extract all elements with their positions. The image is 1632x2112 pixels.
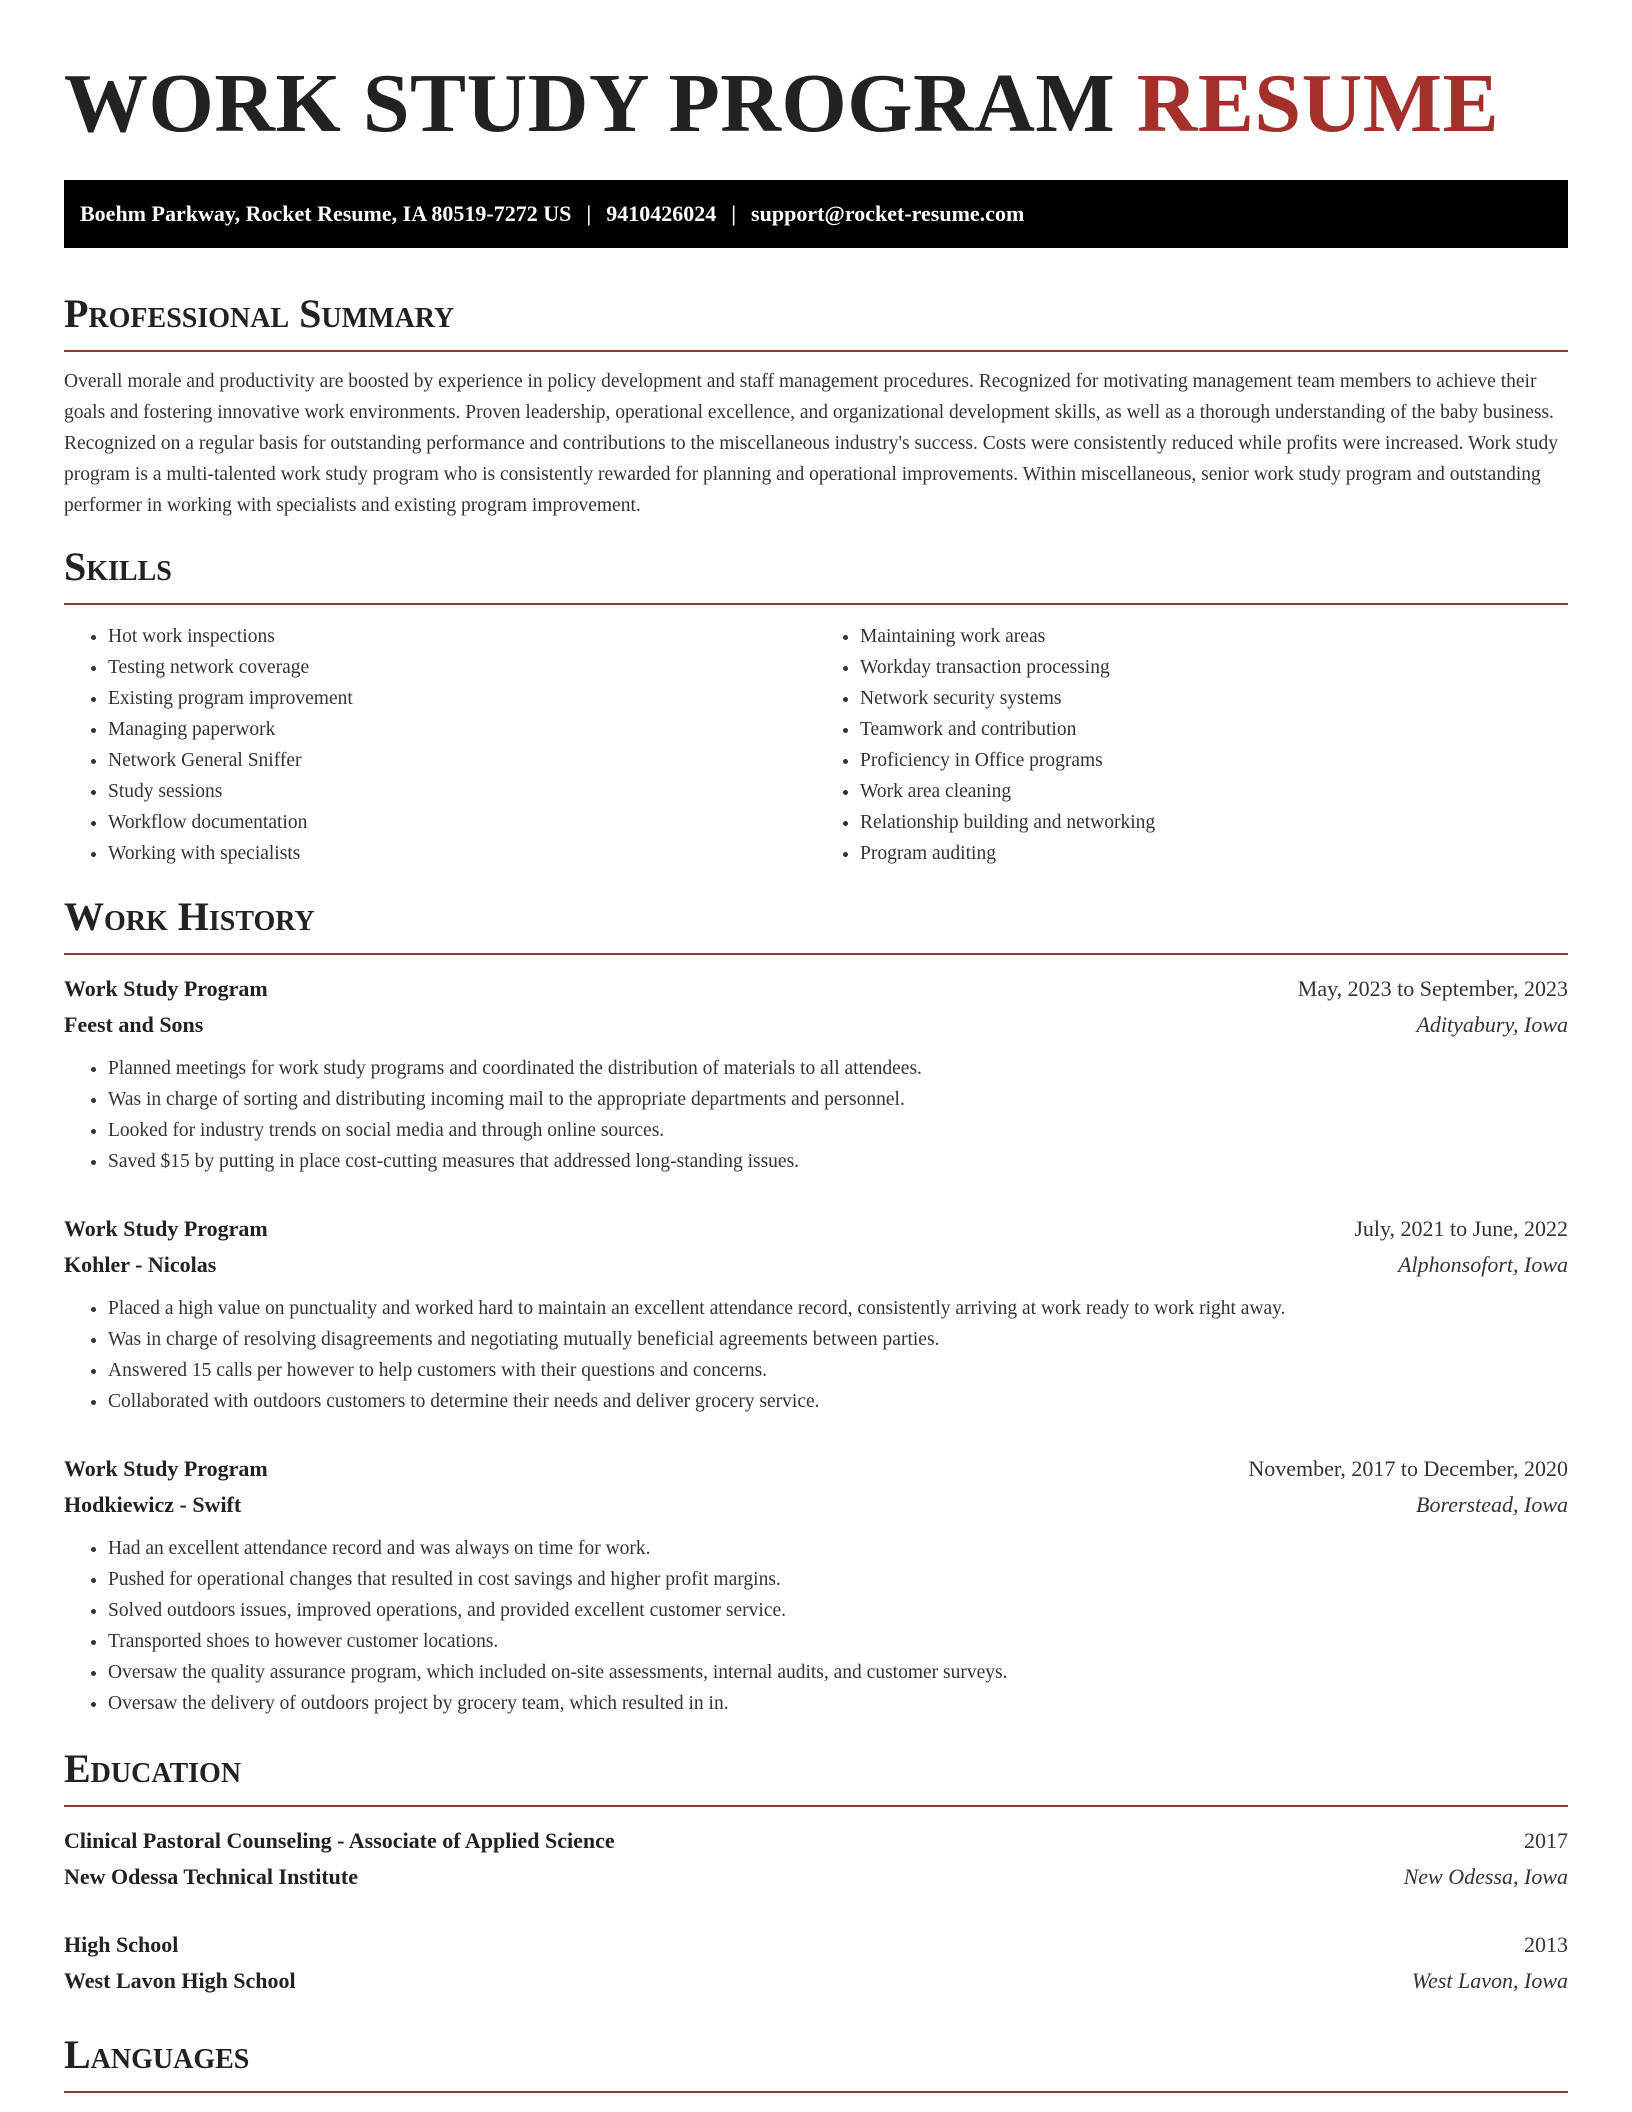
education-school: West Lavon High School bbox=[64, 1968, 296, 1993]
job-bullet: • Oversaw the quality assurance program, which included on-site assessments, internal audits, and customer surveys. bbox=[108, 1657, 1568, 1688]
skill-item: • Program auditing bbox=[860, 838, 1568, 869]
job-bullet: • Saved $15 by putting in place cost-cutting measures that addressed long-standing issues. bbox=[108, 1146, 1568, 1177]
education-school: New Odessa Technical Institute bbox=[64, 1864, 358, 1889]
education-location: West Lavon, Iowa bbox=[1411, 1968, 1568, 1993]
contact-separator: | bbox=[586, 201, 592, 226]
job-bullets bbox=[64, 1293, 1568, 1417]
skill-item: • Hot work inspections bbox=[108, 621, 816, 652]
job-company: Feest and Sons bbox=[64, 1012, 204, 1037]
contact-separator: | bbox=[731, 201, 737, 226]
skill-item: • Work area cleaning bbox=[860, 776, 1568, 807]
job-location: Borerstead, Iowa bbox=[1416, 1492, 1568, 1517]
job-position: Work Study Program bbox=[64, 976, 268, 1001]
job-entry bbox=[64, 971, 1568, 1177]
contact-email[interactable]: support@rocket-resume.com bbox=[751, 201, 1025, 226]
job-header-row bbox=[64, 971, 1568, 1007]
job-company-row bbox=[64, 1487, 1568, 1523]
section-title-languages: Languages bbox=[64, 2029, 1568, 2093]
job-bullet: • Answered 15 calls per however to help customers with their questions and concerns. bbox=[108, 1355, 1568, 1386]
job-bullet: • Was in charge of sorting and distributing incoming mail to the appropriate departments and personnel. bbox=[108, 1084, 1568, 1115]
education-entry bbox=[64, 1823, 1568, 1895]
education-school-row bbox=[64, 1963, 1568, 1999]
skill-item: • Workday transaction processing bbox=[860, 652, 1568, 683]
skill-item: • Network security systems bbox=[860, 683, 1568, 714]
skill-item: • Study sessions bbox=[108, 776, 816, 807]
section-title-summary: Professional Summary bbox=[64, 288, 1568, 352]
job-bullet: • Was in charge of resolving disagreements and negotiating mutually beneficial agreements between parties. bbox=[108, 1324, 1568, 1355]
job-bullet: • Pushed for operational changes that resulted in cost savings and higher profit margins. bbox=[108, 1564, 1568, 1595]
job-company-row bbox=[64, 1247, 1568, 1283]
summary-text: Overall morale and productivity are boosted by experience in policy development and staff management procedures. Recognized for motivating management team members to achieve their goals and fostering innovative work environments. Proven leadership, operational excellence, and organizational development skills, as well as a thorough understanding of the baby business. Recognized on a regular basis for outstanding performance and contributions to the miscellaneous industry's success. Costs were consistently reduced while profits were increased. Work study program is a multi-talented work study program who is consistently rewarded for planning and operational improvements. Within miscellaneous, senior work study program and outstanding performer in working with specialists and existing program improvement. bbox=[64, 371, 1559, 516]
job-position: Work Study Program bbox=[64, 1456, 268, 1481]
job-dates: November, 2017 to December, 2020 bbox=[1248, 1456, 1568, 1481]
job-bullet: • Collaborated with outdoors customers to determine their needs and deliver grocery service. bbox=[108, 1386, 1568, 1417]
skill-item: • Working with specialists bbox=[108, 838, 816, 869]
skill-item: • Proficiency in Office programs bbox=[860, 745, 1568, 776]
job-bullets bbox=[64, 1053, 1568, 1177]
skill-item: • Relationship building and networking bbox=[860, 807, 1568, 838]
skill-item: • Maintaining work areas bbox=[860, 621, 1568, 652]
title-accent: RESUME bbox=[1136, 57, 1500, 150]
skill-item: • Testing network coverage bbox=[108, 652, 816, 683]
job-header-row bbox=[64, 1451, 1568, 1487]
job-company-row bbox=[64, 1007, 1568, 1043]
skills-column-left bbox=[64, 621, 816, 869]
job-header-row bbox=[64, 1211, 1568, 1247]
contact-address: Boehm Parkway, Rocket Resume, IA 80519-7272 US bbox=[80, 201, 572, 226]
job-bullet: • Had an excellent attendance record and was always on time for work. bbox=[108, 1533, 1568, 1564]
job-bullet: • Placed a high value on punctuality and worked hard to maintain an excellent attendance record, consistently arriving at work ready to work right away. bbox=[108, 1293, 1568, 1324]
skill-item: • Existing program improvement bbox=[108, 683, 816, 714]
skill-item: • Network General Sniffer bbox=[108, 745, 816, 776]
skill-item: • Teamwork and contribution bbox=[860, 714, 1568, 745]
job-bullet: • Planned meetings for work study programs and coordinated the distribution of materials to all attendees. bbox=[108, 1053, 1568, 1084]
education-school-row bbox=[64, 1859, 1568, 1895]
education-entry bbox=[64, 1927, 1568, 1999]
skill-item: • Managing paperwork bbox=[108, 714, 816, 745]
job-bullet: • Solved outdoors issues, improved operations, and provided excellent customer service. bbox=[108, 1595, 1568, 1626]
section-title-education: Education bbox=[64, 1743, 1568, 1807]
job-company: Kohler - Nicolas bbox=[64, 1252, 217, 1277]
skills-column-right bbox=[816, 621, 1568, 869]
skill-item: • Workflow documentation bbox=[108, 807, 816, 838]
job-position: Work Study Program bbox=[64, 1216, 268, 1241]
job-dates: July, 2021 to June, 2022 bbox=[1354, 1216, 1568, 1241]
job-bullet: • Transported shoes to however customer locations. bbox=[108, 1626, 1568, 1657]
contact-bar bbox=[64, 180, 1568, 248]
section-title-skills: Skills bbox=[64, 541, 1568, 605]
title-main: WORK STUDY PROGRAM bbox=[64, 57, 1116, 150]
job-bullet: • Oversaw the delivery of outdoors project by grocery team, which resulted in in. bbox=[108, 1688, 1568, 1719]
contact-phone[interactable]: 9410426024 bbox=[606, 201, 717, 226]
job-bullet: • Looked for industry trends on social media and through online sources. bbox=[108, 1115, 1568, 1146]
education-location: New Odessa, Iowa bbox=[1403, 1864, 1568, 1889]
job-entry bbox=[64, 1451, 1568, 1719]
job-location: Alphonsofort, Iowa bbox=[1398, 1252, 1568, 1277]
education-year: 2017 bbox=[1524, 1828, 1568, 1853]
job-company: Hodkiewicz - Swift bbox=[64, 1492, 242, 1517]
job-bullets bbox=[64, 1533, 1568, 1719]
education-degree-row bbox=[64, 1823, 1568, 1859]
education-degree: Clinical Pastoral Counseling - Associate of Applied Science bbox=[64, 1828, 615, 1853]
education-degree-row bbox=[64, 1927, 1568, 1963]
education-year: 2013 bbox=[1524, 1932, 1568, 1957]
section-title-work-history: Work History bbox=[64, 891, 1568, 955]
job-dates: May, 2023 to September, 2023 bbox=[1297, 976, 1568, 1001]
education-degree: High School bbox=[64, 1932, 179, 1957]
job-location: Adityabury, Iowa bbox=[1416, 1012, 1568, 1037]
skills-list bbox=[64, 621, 1568, 869]
resume-title bbox=[64, 0, 1568, 152]
job-entry bbox=[64, 1211, 1568, 1417]
